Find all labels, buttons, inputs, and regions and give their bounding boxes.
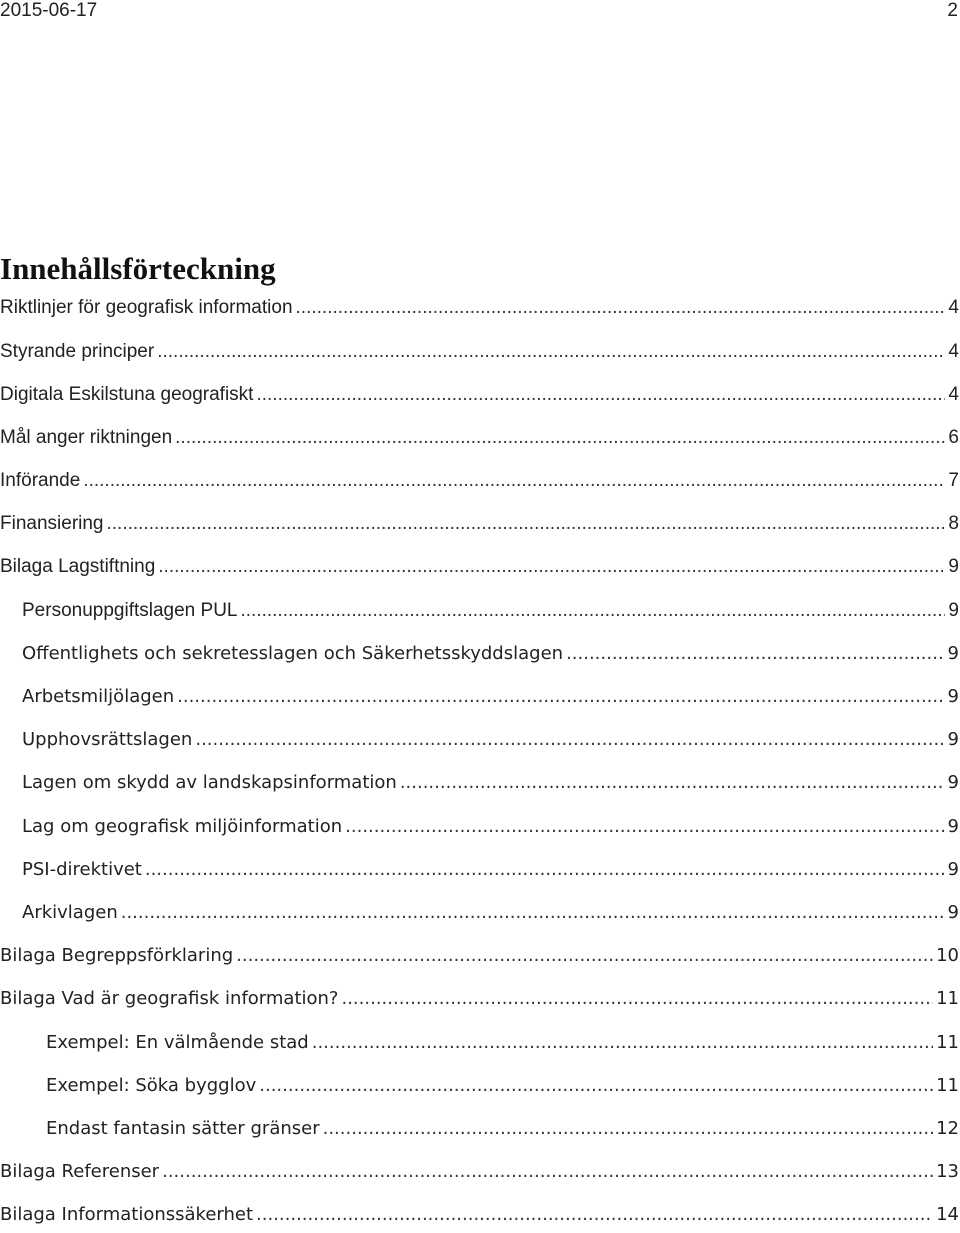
- toc-entry[interactable]: [0, 1073, 960, 1099]
- toc-entry-label: Upphovsrättslagen: [22, 729, 193, 750]
- toc-title: Innehållsförteckning: [0, 251, 276, 286]
- toc-dot-leader: [177, 684, 944, 710]
- toc-entry-label: Exempel: En välmående stad: [46, 1032, 309, 1053]
- toc-entry[interactable]: [0, 857, 960, 883]
- toc-entry-page: 4: [948, 341, 959, 362]
- toc-entry-page: 9: [947, 772, 959, 793]
- toc-entry-page: 12: [936, 1118, 959, 1139]
- toc-entry-label: Införande: [0, 470, 81, 491]
- toc-entry-label: Endast fantasin sätter gränser: [46, 1118, 320, 1139]
- toc-dot-leader: [158, 554, 945, 580]
- toc-entry[interactable]: [0, 1202, 960, 1228]
- toc-entry-page: 4: [948, 384, 959, 405]
- toc-entry[interactable]: [0, 900, 960, 926]
- toc-entry-label: PSI-direktivet: [22, 859, 142, 880]
- toc-entry-label: Personuppgiftslagen PUL: [22, 600, 238, 621]
- toc-dot-leader: [240, 598, 945, 624]
- toc-dot-leader: [157, 339, 945, 365]
- toc-dot-leader: [175, 425, 945, 451]
- toc-entry-label: Digitala Eskilstuna geografiskt: [0, 384, 254, 405]
- toc-entry[interactable]: [0, 986, 960, 1012]
- toc-dot-leader: [566, 641, 944, 667]
- toc-entry-page: 11: [936, 1075, 959, 1096]
- toc-entry-label: Lagen om skydd av landskapsinformation: [22, 772, 397, 793]
- toc-entry-page: 7: [948, 470, 959, 491]
- toc-dot-leader: [259, 1073, 933, 1099]
- toc-entry-label: Styrande principer: [0, 341, 155, 362]
- toc-dot-leader: [400, 770, 945, 796]
- toc-entry-label: Riktlinjer för geografisk information: [0, 297, 293, 318]
- toc-entry-page: 8: [948, 513, 959, 534]
- toc-entry-label: Bilaga Vad är geografisk information?: [0, 988, 339, 1009]
- toc-entry[interactable]: [0, 1116, 960, 1142]
- toc-entry-label: Mål anger riktningen: [0, 427, 173, 448]
- toc-entry-page: 9: [947, 859, 959, 880]
- toc-entry[interactable]: [0, 943, 960, 969]
- toc-dot-leader: [195, 727, 944, 753]
- toc-entry[interactable]: [0, 382, 960, 408]
- toc-entry-page: 6: [948, 427, 959, 448]
- toc-entry[interactable]: [0, 295, 960, 321]
- toc-entry[interactable]: [0, 1159, 960, 1185]
- toc-entry[interactable]: [0, 339, 960, 365]
- toc-entry-label: Lag om geografisk miljöinformation: [22, 816, 343, 837]
- toc-dot-leader: [145, 857, 945, 883]
- toc-entry[interactable]: [0, 598, 960, 624]
- toc-entry-page: 9: [948, 600, 959, 621]
- toc-entry-page: 9: [947, 902, 959, 923]
- toc-dot-leader: [162, 1159, 933, 1185]
- toc-dot-leader: [83, 468, 945, 494]
- toc-entry-page: 9: [947, 816, 959, 837]
- toc-entry[interactable]: [0, 641, 960, 667]
- toc-entry-page: 11: [936, 988, 959, 1009]
- toc-entry-page: 4: [948, 297, 959, 318]
- toc-entry-label: Arbetsmiljölagen: [22, 686, 175, 707]
- toc-entry-label: Bilaga Informationssäkerhet: [0, 1204, 254, 1225]
- toc-entry-page: 11: [936, 1032, 959, 1053]
- toc-entry[interactable]: [0, 511, 960, 537]
- toc-dot-leader: [256, 1202, 933, 1228]
- toc-entry-page: 10: [936, 945, 959, 966]
- toc-entry-label: Bilaga Lagstiftning: [0, 556, 156, 577]
- toc-dot-leader: [121, 900, 945, 926]
- toc-dot-leader: [323, 1116, 933, 1142]
- toc-entry-page: 9: [948, 556, 959, 577]
- toc-dot-leader: [341, 986, 933, 1012]
- toc-entry[interactable]: [0, 814, 960, 840]
- toc-entry-label: Bilaga Referenser: [0, 1161, 160, 1182]
- page-header: [0, 0, 960, 24]
- toc-dot-leader: [296, 295, 946, 321]
- toc-entry-page: 9: [947, 729, 959, 750]
- toc-entry[interactable]: [0, 554, 960, 580]
- toc-entry[interactable]: [0, 770, 960, 796]
- toc-dot-leader: [345, 814, 944, 840]
- toc-entry-page: 13: [936, 1161, 959, 1182]
- toc-entry-page: 14: [936, 1204, 959, 1225]
- toc-entry-label: Finansiering: [0, 513, 104, 534]
- header-page-number: 2: [947, 0, 958, 21]
- toc-dot-leader: [256, 382, 945, 408]
- toc-entry[interactable]: [0, 684, 960, 710]
- toc-dot-leader: [312, 1030, 933, 1056]
- toc-entry[interactable]: [0, 468, 960, 494]
- toc-entry-label: Bilaga Begreppsförklaring: [0, 945, 234, 966]
- toc-dot-leader: [236, 943, 933, 969]
- toc-entry-label: Arkivlagen: [22, 902, 118, 923]
- toc-entry-page: 9: [947, 643, 959, 664]
- toc-dot-leader: [107, 511, 946, 537]
- toc-entry-page: 9: [947, 686, 959, 707]
- toc-entry[interactable]: [0, 1030, 960, 1056]
- header-date: 2015-06-17: [0, 0, 98, 21]
- toc-entry[interactable]: [0, 425, 960, 451]
- toc-entry[interactable]: [0, 727, 960, 753]
- toc-entry-label: Offentlighets och sekretesslagen och Säkerhetsskyddslagen: [22, 643, 564, 664]
- toc-entry-label: Exempel: Söka bygglov: [46, 1075, 257, 1096]
